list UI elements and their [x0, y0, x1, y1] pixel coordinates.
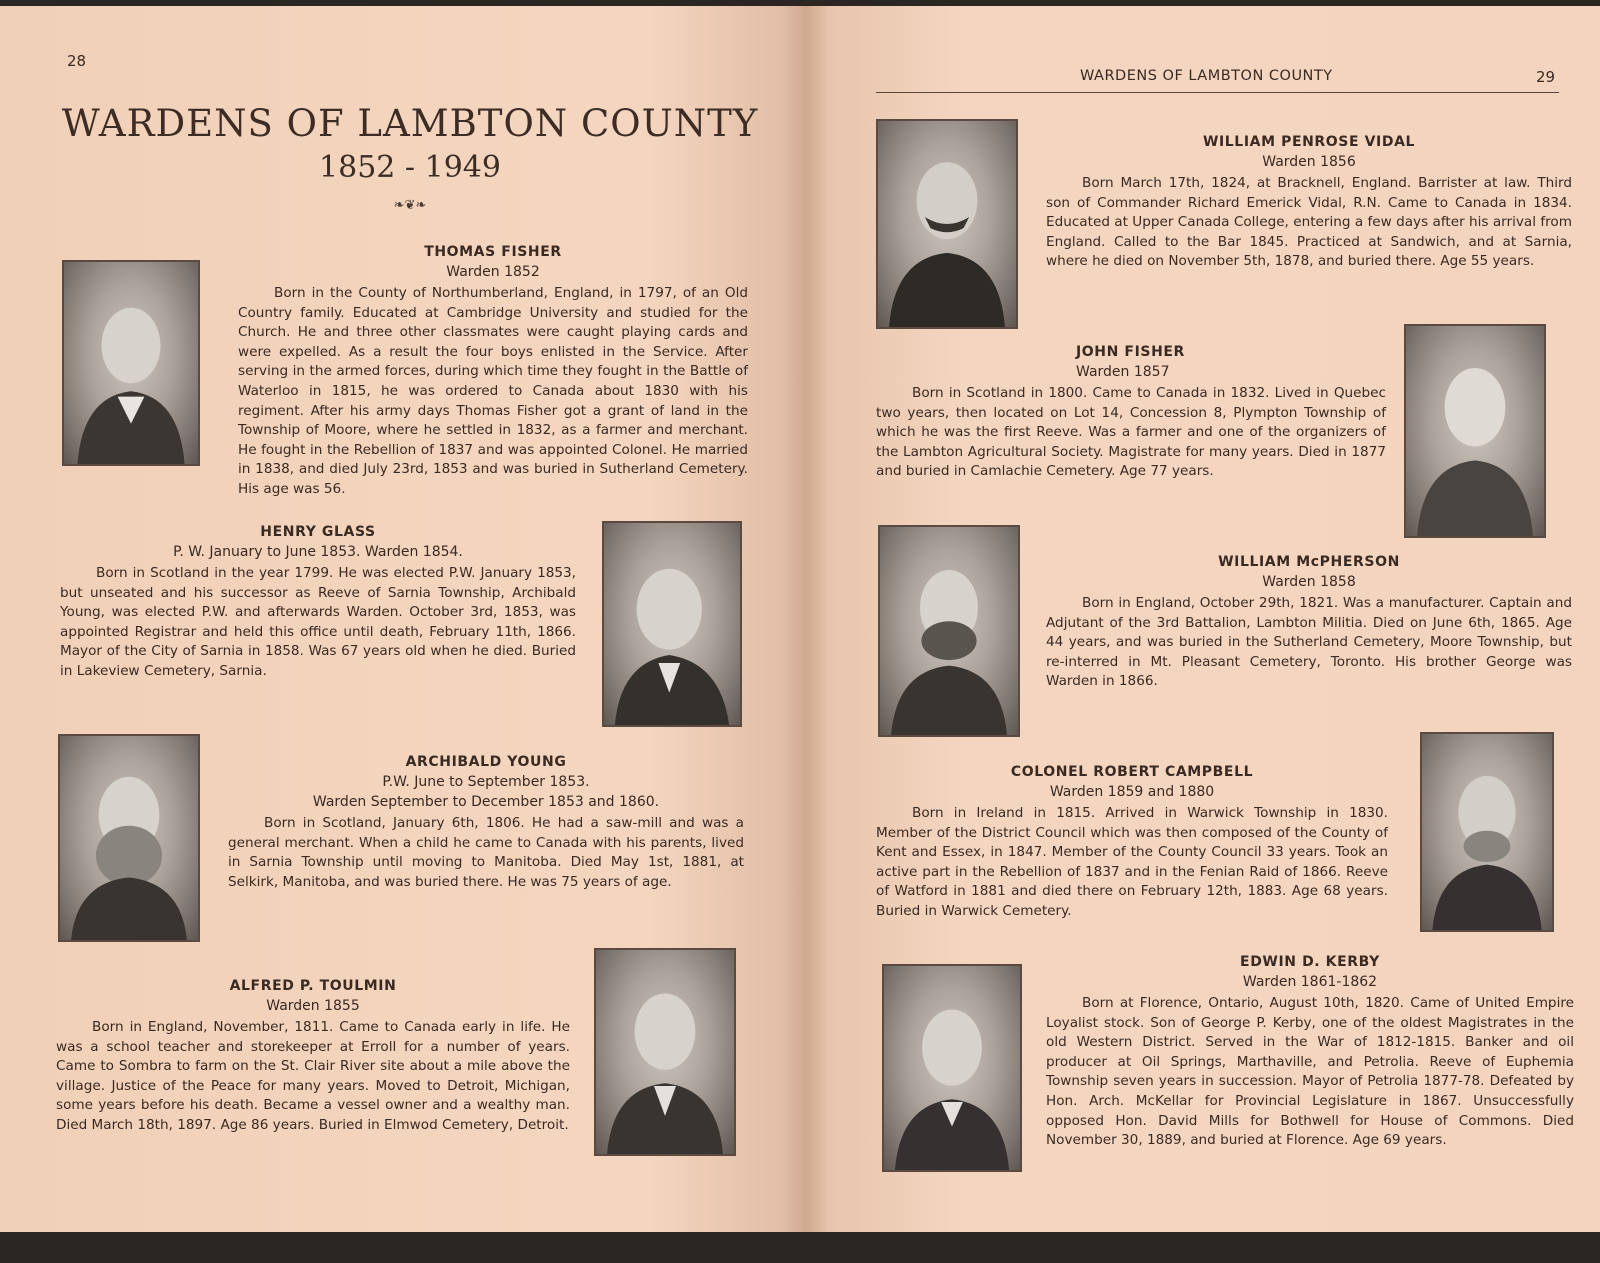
- entry-term: Warden 1852: [446, 264, 540, 280]
- entry-term: P. W. January to June 1853. Warden 1854.: [173, 544, 463, 560]
- right-page: [806, 6, 1600, 1238]
- entry-biography: Born in Scotland, January 6th, 1806. He had a saw-mill and was a general merchant. When a child he came to Canada with his parents, lived in Sarnia Township until moving to Manitoba. Died May 1st, 1881, at Selkirk, Manitoba, and was buried there. He was 75 years of age.: [228, 815, 744, 890]
- entry-name: ARCHIBALD YOUNG: [405, 754, 567, 770]
- page-subtitle: 1852 - 1949: [319, 150, 501, 185]
- entry-edwin-kerby: [1046, 952, 1574, 1151]
- entry-biography: Born in the County of Northumberland, England, in 1797, of an Old Country family. Educated at Cambridge University and studied for the Church. He and three other classmates were caught playing cards and were expelled. As a result the four boys enlisted in the Service. After serving in the armed forces, during which time they fought in the Battle of Waterloo in 1815, he was ordered to Canada about 1830 with his regiment. After his army days Thomas Fisher got a grant of land in the Township of Moore, where he settled in 1832, as a farmer and merchant. He fought in the Rebellion of 1837 and was appointed Colonel. He married in 1838, and died July 23rd, 1853 and was buried in Sutherland Cemetery. His age was 56.: [238, 285, 748, 497]
- entry-william-vidal: [1046, 132, 1572, 272]
- entry-name: ALFRED P. TOULMIN: [229, 978, 397, 994]
- portrait-william-vidal: [876, 119, 1018, 329]
- page-number: 29: [1536, 68, 1556, 86]
- running-head: WARDENS OF LAMBTON COUNTY: [1080, 68, 1333, 84]
- entry-biography: Born in England, November, 1811. Came to Canada early in life. He was a school teacher and storekeeper at Erroll for a number of years. Came to Sombra to farm on the St. Clair River site about a mile above the village. Justice of the Peace for many years. Moved to Detroit, Michigan, some years before his death. Became a vessel owner and a wealthy man. Died March 18th, 1897. Age 86 years. Buried in Elmwod Cemetery, Detroit.: [56, 1019, 570, 1133]
- page-number: 28: [67, 52, 87, 70]
- entry-name: WILLIAM PENROSE VIDAL: [1202, 134, 1416, 150]
- entry-term-2: Warden September to December 1853 and 1860.: [312, 794, 660, 810]
- entry-biography: Born at Florence, Ontario, August 10th, 1820. Came of United Empire Loyalist stock. Son of George P. Kerby, one of the oldest Magistrates in the old Western District. Served in the War of 1812-1815. Banker and oil producer at Oil Springs, Marthaville, and Petrolia. Reeve of Euphemia Township seven years in succession. Mayor of Petrolia 1877-78. Defeated by Hon. Arch. McKellar for Provincial Legislature in 1867. Unsuccessfully opposed Hon. David Mills for Bothwell for House of Commons. Died November 30, 1889, and buried at Florence. Age 69 years.: [1046, 995, 1574, 1149]
- entry-william-mcpherson: [1046, 552, 1572, 692]
- entry-biography: Born in England, October 29th, 1821. Was a manufacturer. Captain and Adjutant of the 3rd Battalion, Lambton Militia. Died on June 6th, 1865. Age 44 years, and was buried in the Sutherland Cemetery, Moore Township, but re-interred in Mt. Pleasant Cemetery, Toronto. His brother George was Warden in 1866.: [1046, 595, 1572, 690]
- portrait-alfred-toulmin: [594, 948, 736, 1156]
- entry-john-fisher: [876, 342, 1386, 482]
- entry-name: COLONEL ROBERT CAMPBELL: [1010, 764, 1254, 780]
- entry-term: P.W. June to September 1853.: [382, 774, 590, 790]
- entry-alfred-toulmin: [56, 976, 570, 1136]
- header-rule: [876, 92, 1559, 93]
- portrait-thomas-fisher: [62, 260, 200, 466]
- entry-biography: Born in Scotland in 1800. Came to Canada in 1832. Lived in Quebec two years, then located on Lot 14, Concession 8, Plympton Township of which he was the first Reeve. Was a farmer and one of the organizers of the Lambton Agricultural Society. Magistrate for many years. Died in 1877 and buried in Camlachie Cemetery. Age 77 years.: [876, 385, 1386, 480]
- entry-term: Warden 1861-1862: [1242, 974, 1378, 990]
- entry-robert-campbell: [876, 762, 1388, 922]
- entry-term: Warden 1858: [1262, 574, 1356, 590]
- entry-thomas-fisher: [238, 242, 748, 500]
- entry-term: Warden 1859 and 1880: [1049, 784, 1215, 800]
- left-page: [0, 6, 806, 1238]
- entry-henry-glass: [60, 522, 576, 682]
- entry-biography: Born in Ireland in 1815. Arrived in Warwick Township in 1830. Member of the District Council which was then composed of the County of Kent and Essex, in 1847. Member of the County Council 33 years. Took an active part in the Rebellion of 1837 and in the Fenian Raid of 1866. Reeve of Watford in 1881 and died there on February 12th, 1883. Age 68 years. Buried in Warwick Cemetery.: [876, 805, 1388, 919]
- portrait-john-fisher: [1404, 324, 1546, 538]
- entry-term: Warden 1855: [266, 998, 360, 1014]
- portrait-robert-campbell: [1420, 732, 1554, 932]
- entry-archibald-young: [228, 752, 744, 892]
- entry-term: Warden 1857: [1076, 364, 1170, 380]
- bottom-edge: [0, 1232, 1600, 1263]
- entry-name: HENRY GLASS: [260, 524, 376, 540]
- entry-biography: Born March 17th, 1824, at Bracknell, England. Barrister at law. Third son of Commander Richard Emerick Vidal, R.N. Came to Canada in 1834. Educated at Upper Canada College, entering a few days after his arrival from England. Called to the Bar 1845. Practiced at Sandwich, and at Sarnia, where he died on November 5th, 1878, and buried there. Age 55 years.: [1046, 175, 1572, 270]
- entry-name: WILLIAM McPHERSON: [1218, 554, 1400, 570]
- portrait-henry-glass: [602, 521, 742, 727]
- portrait-william-mcpherson: [878, 525, 1020, 737]
- entry-name: JOHN FISHER: [1076, 344, 1185, 360]
- entry-term: Warden 1856: [1262, 154, 1356, 170]
- portrait-archibald-young: [58, 734, 200, 942]
- entry-biography: Born in Scotland in the year 1799. He was elected P.W. January 1853, but unseated and his successor as Reeve of Sarnia Township, Archibald Young, was elected P.W. and afterwards Warden. October 3rd, 1853, was appointed Registrar and held this office until death, February 11th, 1866. Mayor of the City of Sarnia in 1858. Was 67 years old when he died. Buried in Lakeview Cemetery, Sarnia.: [60, 565, 576, 679]
- entry-name: THOMAS FISHER: [424, 244, 562, 260]
- entry-name: EDWIN D. KERBY: [1240, 954, 1380, 970]
- portrait-edwin-kerby: [882, 964, 1022, 1172]
- ornament-icon: ❧❦❧: [393, 198, 427, 213]
- page-title: WARDENS OF LAMBTON COUNTY: [61, 102, 759, 145]
